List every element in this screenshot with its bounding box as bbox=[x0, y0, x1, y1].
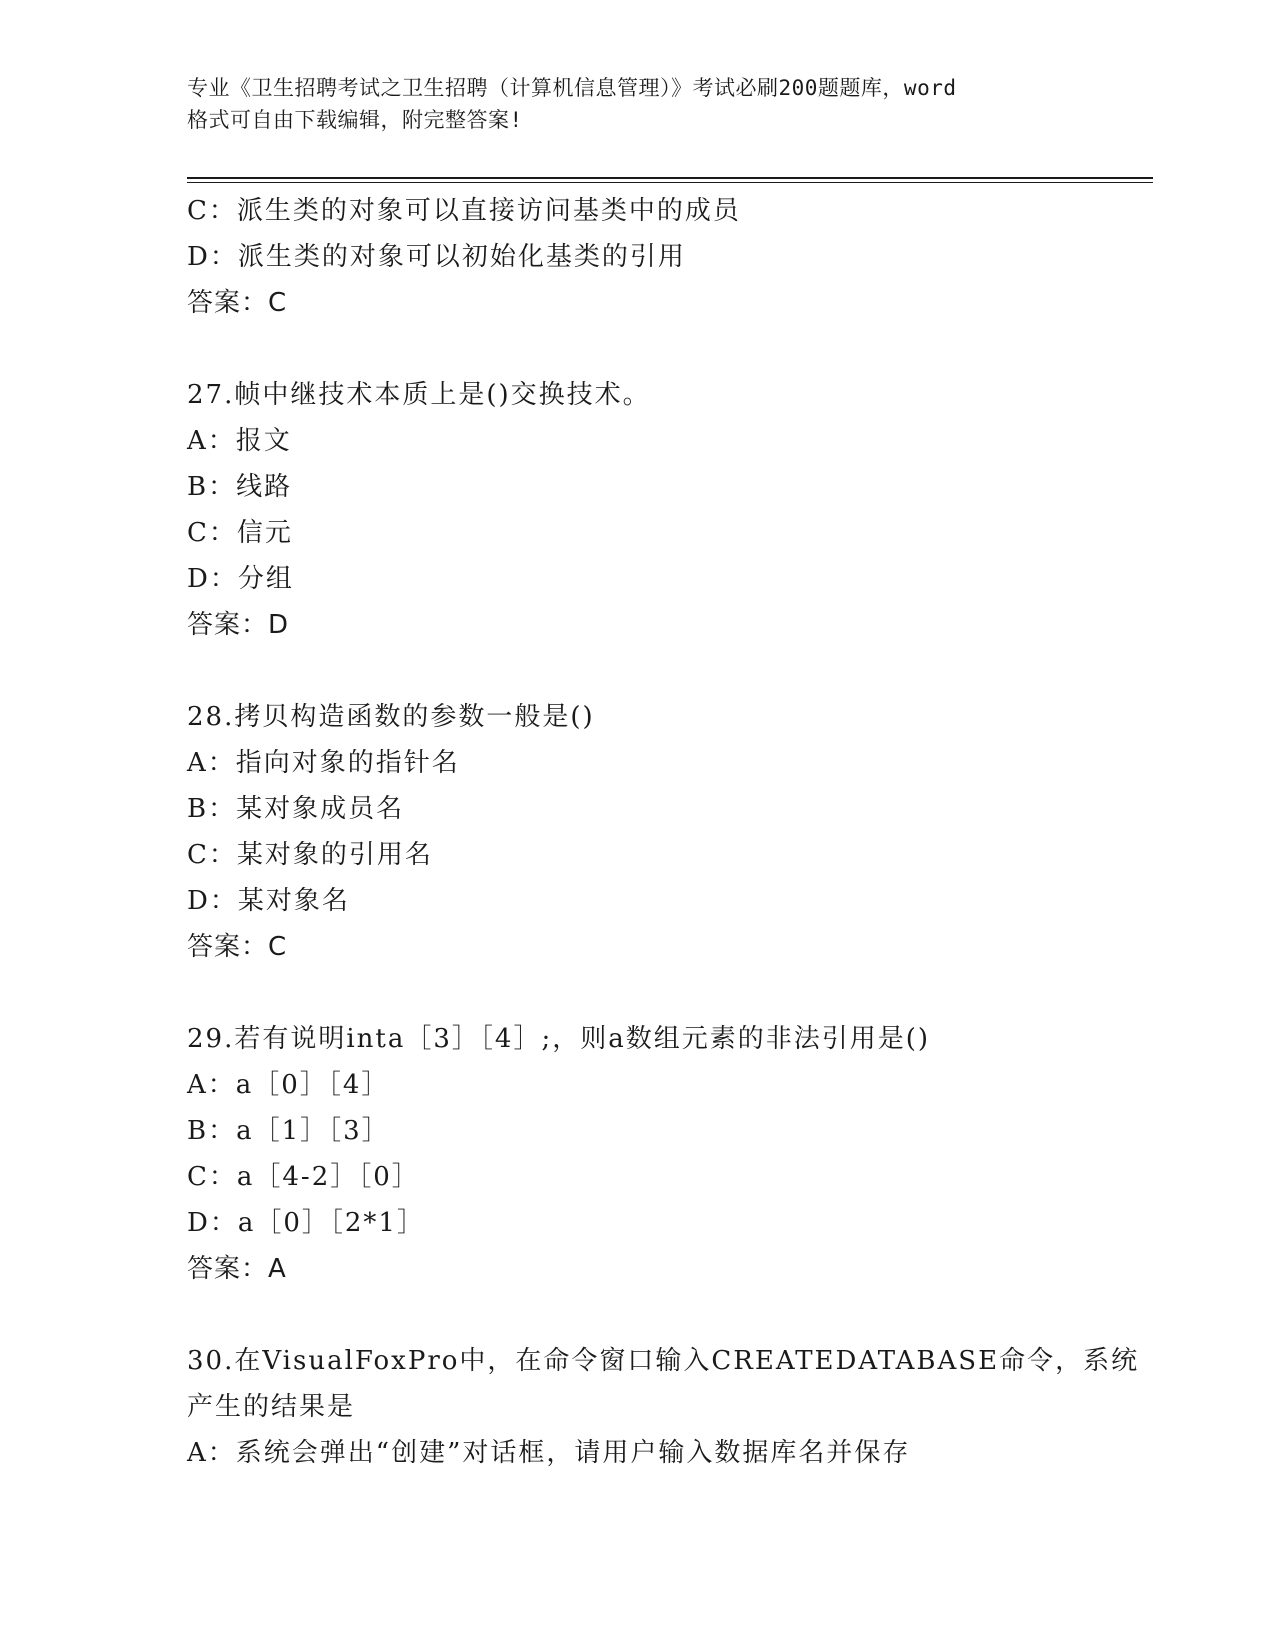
question-27 bbox=[187, 372, 1107, 648]
option-a: A：a［0］［4］ bbox=[187, 1070, 390, 1100]
question-text-line-1: 30.在VisualFoxPro中，在命令窗口输入CREATEDATABASE命令，系统 bbox=[187, 1346, 1140, 1376]
spacer bbox=[187, 326, 1107, 372]
question-28 bbox=[187, 694, 1107, 970]
question-26-tail bbox=[187, 188, 1107, 326]
header-divider-thick bbox=[187, 177, 1153, 179]
question-list bbox=[187, 188, 1140, 1476]
question-text: 27.帧中继技术本质上是()交换技术。 bbox=[187, 380, 651, 410]
answer-line: 答案：C bbox=[187, 932, 288, 962]
option-d: D：派生类的对象可以初始化基类的引用 bbox=[187, 242, 686, 272]
header-divider-thin bbox=[187, 182, 1153, 183]
option-d: D：分组 bbox=[187, 564, 294, 594]
option-b: B：某对象成员名 bbox=[187, 794, 405, 824]
option-d: D：某对象名 bbox=[187, 886, 350, 916]
question-29 bbox=[187, 1016, 1107, 1292]
answer-line: 答案：D bbox=[187, 610, 290, 640]
spacer bbox=[187, 648, 1107, 694]
option-c: C：a［4-2］［0］ bbox=[187, 1162, 420, 1192]
question-text: 29.若有说明inta［3］［4］;，则a数组元素的非法引用是() bbox=[187, 1024, 930, 1054]
question-text-line-2: 产生的结果是 bbox=[187, 1392, 356, 1422]
question-30 bbox=[187, 1338, 1140, 1476]
spacer bbox=[187, 970, 1107, 1016]
option-a: A：系统会弹出“创建”对话框，请用户输入数据库名并保存 bbox=[187, 1438, 911, 1468]
option-a: A：报文 bbox=[187, 426, 292, 456]
option-a: A：指向对象的指针名 bbox=[187, 748, 460, 778]
answer-line: 答案：A bbox=[187, 1254, 287, 1284]
option-c: C：信元 bbox=[187, 518, 293, 548]
header-line-1: 专业《卫生招聘考试之卫生招聘（计算机信息管理）》考试必刷200题题库，word bbox=[187, 76, 957, 100]
option-c: C：某对象的引用名 bbox=[187, 840, 433, 870]
header-line-2: 格式可自由下载编辑，附完整答案! bbox=[187, 108, 523, 132]
option-b: B：线路 bbox=[187, 472, 293, 502]
answer-line: 答案：C bbox=[187, 288, 288, 318]
option-b: B：a［1］［3］ bbox=[187, 1116, 390, 1146]
spacer bbox=[187, 1292, 1107, 1338]
option-d: D：a［0］［2*1］ bbox=[187, 1208, 425, 1238]
option-c: C：派生类的对象可以直接访问基类中的成员 bbox=[187, 196, 741, 226]
question-text: 28.拷贝构造函数的参数一般是() bbox=[187, 702, 595, 732]
document-header bbox=[187, 72, 1087, 136]
